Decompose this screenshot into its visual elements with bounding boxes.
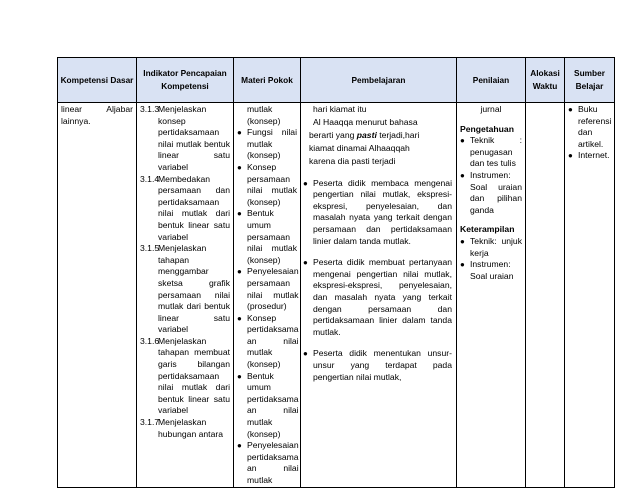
materi-item: ● Konsep persamaan nilai mutlak (konsep) (237, 161, 297, 207)
emphasis-text: pasti (356, 129, 377, 140)
sumber-item: ● Internet. (568, 150, 610, 161)
sumber-item: ● Buku referensi dan artikel. (568, 104, 612, 149)
kd-text: linear Aljabar lainnya. (61, 104, 133, 126)
materi-item: ● Bentuk umum persamaan nilai mutlak (konsep) (237, 208, 297, 265)
penilaian-content (457, 103, 525, 282)
bullet-icon: ● (460, 260, 465, 270)
bullet-icon: ● (237, 209, 242, 219)
indicator-number: 3.1.5 (140, 243, 160, 254)
penilaian-cell (457, 103, 526, 488)
indicator-item (140, 243, 230, 336)
indicator-text: Membedakan persamaan dan pertidaksamaan nilai mutlak dari bentuk linear satu variabel (158, 173, 230, 242)
header-row (58, 58, 615, 103)
pembelajaran-item: ● Peserta didik menentukan unsur-unsur yang terdapat pada pengertian nilai mutlak, (303, 348, 452, 382)
pengetahuan-item: ● Instrumen: Soal uraian dan pilihan ganda (460, 169, 522, 215)
pembelajaran-item: ● Peserta didik membuat pertanyaan mengenai pengertian nilai mutlak, ekspresi-ekspresi, penyelesaian, dan masalah nyata yang terkait dengan persamaan dan pertidaksamaan linier dalam tanda mutlak. (303, 257, 452, 337)
indicator-item (140, 104, 230, 174)
indicator-text: Menjelaskan hubungan antara (158, 417, 223, 439)
materi-item: ● Penyelesaian pertidaksama an nilai mutlak (237, 440, 299, 485)
bullet-icon: ● (237, 128, 242, 138)
keterampilan-title: Keterampilan (460, 224, 515, 235)
bullet-icon: ● (237, 267, 242, 277)
indicator-number: 3.1.4 (140, 173, 160, 184)
indicator-number: 3.1.7 (140, 417, 160, 428)
pembelajaran-line: kiamat dinamai Alhaaqqah (309, 142, 410, 153)
bullet-icon: ● (568, 105, 573, 114)
pembelajaran-cell (301, 103, 457, 488)
bullet-icon: ● (237, 441, 242, 451)
header-penilaian: Penilaian (457, 58, 526, 103)
bullet-icon: ● (303, 349, 308, 359)
pembelajaran-line: hari kiamat itu (313, 104, 367, 114)
indicator-text: Menjelaskan tahapan menggambar sketsa grafik persamaan nilai mutlak dari bentuk linear satu variabel (158, 243, 230, 335)
indicator-item (140, 336, 230, 417)
bullet-icon: ● (237, 371, 242, 381)
header-ipk: Indikator Pencapaian Kompetensi (137, 58, 234, 103)
bullet-icon: ● (237, 162, 242, 172)
pembelajaran-line: karena dia pasti terjadi (309, 155, 396, 166)
keterampilan-item: ● Teknik: unjuk kerja (460, 235, 522, 258)
materi-cell (234, 103, 301, 488)
pembelajaran-content (301, 103, 456, 383)
pembelajaran-line: berarti yang pasti terjadi,hari (309, 129, 420, 140)
indicator-item (140, 417, 230, 440)
pengetahuan-item: ● Teknik : penugasan dan tes tulis (460, 135, 522, 169)
materi-item: ● Konsep pertidaksama an nilai mutlak (konsep) (237, 312, 299, 370)
sumber-cell (565, 103, 615, 488)
keterampilan-item: ● Instrumen: Soal uraian (460, 259, 514, 281)
indicator-number: 3.1.6 (140, 335, 160, 346)
penilaian-lead: jurnal (480, 104, 502, 114)
indicator-item (140, 174, 230, 244)
bullet-icon: ● (460, 136, 465, 146)
indicator-list (137, 103, 233, 440)
bullet-icon: ● (303, 178, 308, 188)
lesson-plan-table (57, 57, 615, 488)
pengetahuan-title: Pengetahuan (460, 123, 514, 134)
header-materi: Materi Pokok (234, 58, 301, 103)
bullet-icon: ● (460, 170, 465, 180)
kd-cell (58, 103, 137, 488)
indicator-text: Menjelaskan tahapan membuat garis bilangan pertidaksamaan nilai mutlak dari bentuk linear satu variabel (158, 335, 230, 416)
bullet-icon: ● (303, 258, 308, 268)
header-sumber: Sumber Belajar (565, 58, 615, 103)
bullet-icon: ● (568, 151, 573, 161)
pembelajaran-item: ● Peserta didik membaca mengenai pengertian nilai mutlak, ekspresi-ekspresi, penyelesaian, dan masalah nyata yang terkait dengan persamaan dan pertidaksamaan linier dalam tanda mutlak. (303, 177, 452, 246)
alokasi-value (526, 103, 564, 104)
materi-list (234, 103, 300, 487)
materi-item: ● Bentuk umum pertidaksama an nilai mutlak (konsep) (237, 370, 299, 439)
content-row (58, 103, 615, 488)
header-pembelajaran: Pembelajaran (301, 58, 457, 103)
bullet-icon: ● (237, 313, 242, 323)
indicator-text: Menjelaskan konsep pertidaksamaan nilai mutlak bentuk linear satu variabel (158, 104, 230, 172)
alokasi-cell (526, 103, 565, 488)
materi-item: ● Fungsi nilai mutlak (konsep) (237, 127, 297, 161)
materi-lead: mutlak (konsep) (247, 104, 281, 126)
header-alokasi: Alokasi Waktu (526, 58, 565, 103)
pembelajaran-line: Al Haaqqa menurut bahasa (313, 116, 418, 127)
indicator-cell (137, 103, 234, 488)
sumber-list (565, 103, 614, 162)
header-kd: Kompetensi Dasar (58, 58, 137, 103)
indicator-number: 3.1.3 (140, 104, 160, 114)
materi-item: ● Penyelesaian persamaan nilai mutlak (prosedur) (237, 266, 299, 312)
bullet-icon: ● (460, 236, 465, 246)
